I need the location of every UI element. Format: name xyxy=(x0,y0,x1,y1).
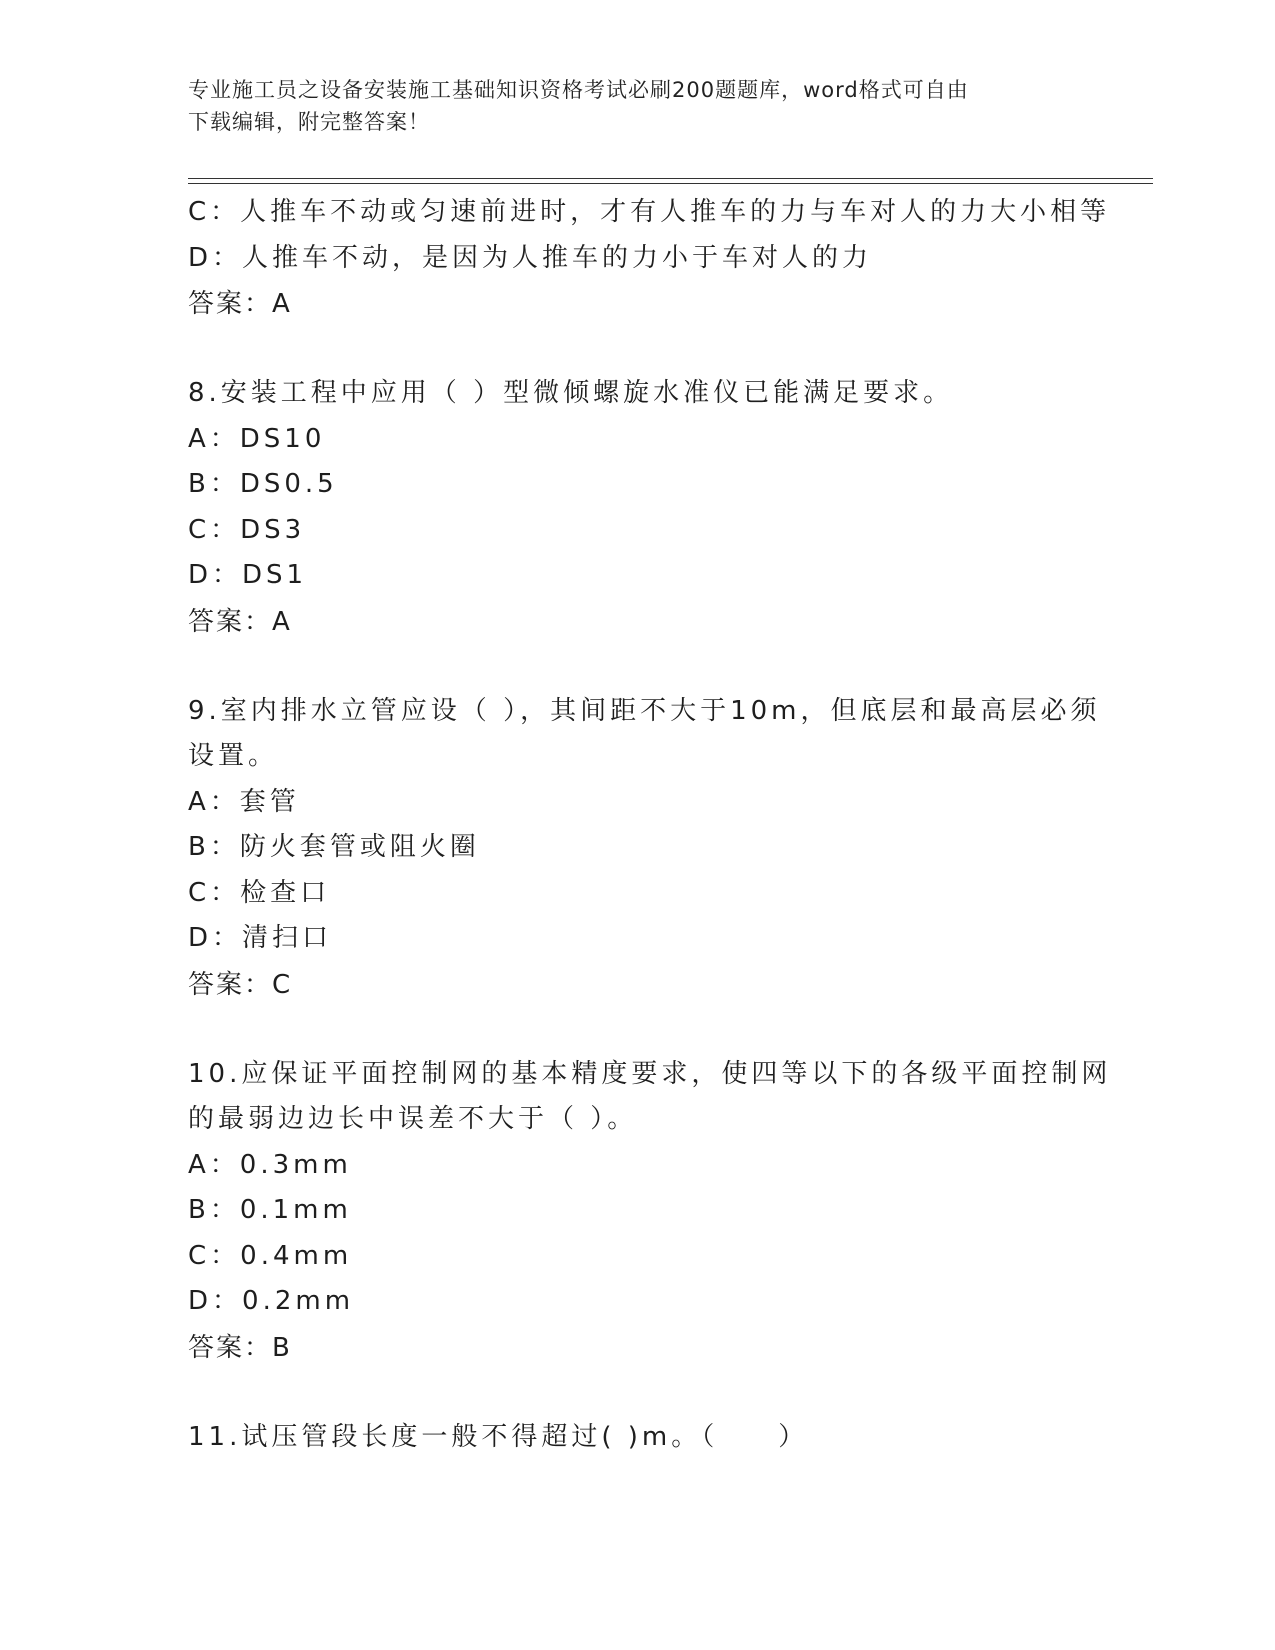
header-divider-top xyxy=(188,178,1153,179)
question-text: 11.试压管段长度一般不得超过( )m。（ ） xyxy=(188,1421,809,1452)
option-a: A：DS10 xyxy=(188,423,326,454)
header-divider-bottom xyxy=(188,183,1153,184)
header-title-line2: 下载编辑，附完整答案！ xyxy=(188,110,430,134)
option-c: C：人推车不动或匀速前进时，才有人推车的力与车对人的力大小相等 xyxy=(188,197,1111,227)
answer: 答案：C xyxy=(188,969,293,1000)
question-text: 8.安装工程中应用（ ）型微倾螺旋水准仪已能满足要求。 xyxy=(188,378,954,408)
question-list xyxy=(188,190,1112,1460)
spacer xyxy=(188,645,1088,689)
spacer xyxy=(188,1371,1088,1415)
document-header xyxy=(188,74,1088,138)
question-text-line2: 的最弱边边长中误差不大于（ ）。 xyxy=(188,1104,638,1134)
answer: 答案：B xyxy=(188,1332,292,1363)
spacer xyxy=(188,327,1088,371)
question-text-line1: 9.室内排水立管应设（ ），其间距不大于10m，但底层和最高层必须 xyxy=(188,695,1101,726)
question-text-line1: 10.应保证平面控制网的基本精度要求，使四等以下的各级平面控制网 xyxy=(188,1058,1112,1089)
option-a: A：0.3mm xyxy=(188,1149,352,1180)
answer: 答案：A xyxy=(188,289,292,319)
option-a: A：套管 xyxy=(188,786,300,817)
question-7-tail xyxy=(188,190,1111,327)
question-11 xyxy=(188,1415,1088,1461)
option-c: C：0.4mm xyxy=(188,1240,353,1271)
spacer xyxy=(188,1008,1088,1052)
question-8 xyxy=(188,371,1088,645)
option-b: B：0.1mm xyxy=(188,1195,352,1225)
header-title-line1: 专业施工员之设备安装施工基础知识资格考试必刷200题题库，word格式可自由 xyxy=(188,78,969,102)
option-b: B：防火套管或阻火圈 xyxy=(188,832,480,862)
option-d: D：DS1 xyxy=(188,560,308,590)
option-d: D：0.2mm xyxy=(188,1286,355,1316)
question-10 xyxy=(188,1052,1112,1371)
option-d: D：人推车不动，是因为人推车的力小于车对人的力 xyxy=(188,242,873,273)
answer: 答案：A xyxy=(188,606,292,637)
option-c: C：检查口 xyxy=(188,877,331,908)
option-c: C：DS3 xyxy=(188,514,306,545)
option-b: B：DS0.5 xyxy=(188,469,338,499)
question-text-line2: 设置。 xyxy=(188,741,279,771)
option-d: D：清扫口 xyxy=(188,923,333,953)
question-9 xyxy=(188,689,1101,1008)
